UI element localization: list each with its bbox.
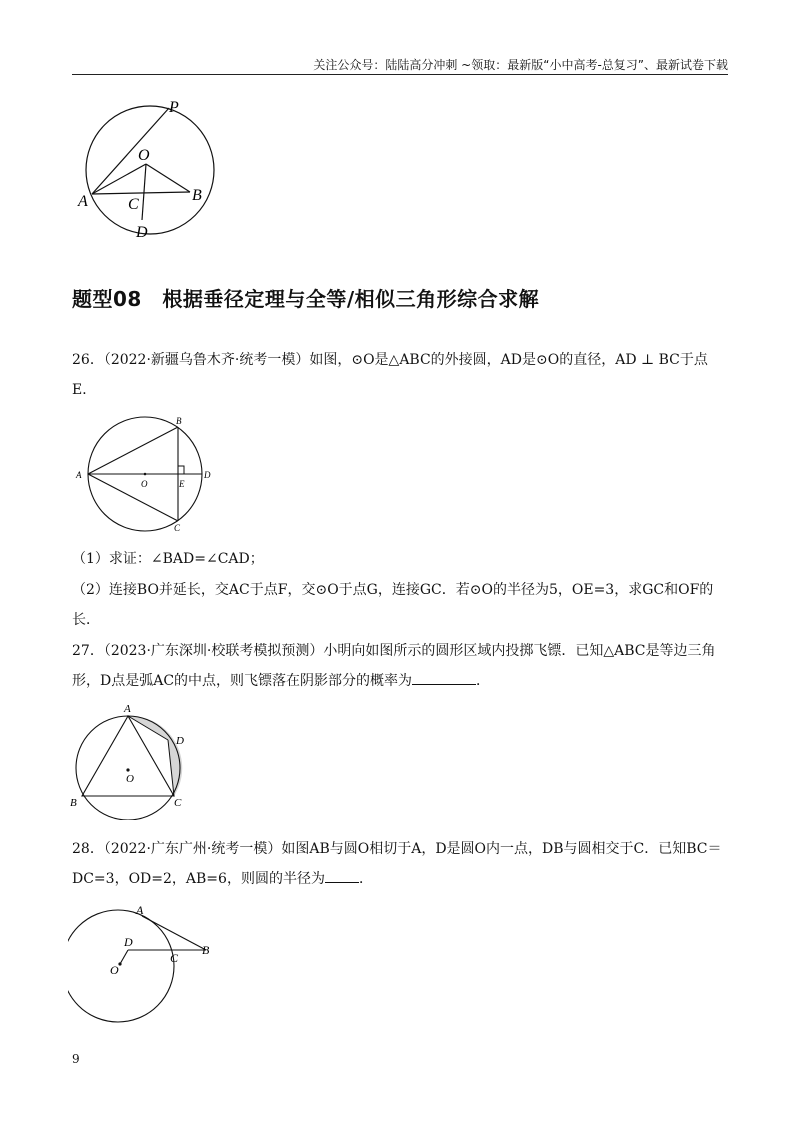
q28-stem-text: 28．（2022·广东广州·统考一模）如图AB与圆O相切于A，D是圆O内一点，DB与圆相交于C．已知BC＝DC=3，OD=2，AB=6，则圆的半径为: [72, 841, 722, 887]
q27-label-B: B: [70, 797, 77, 809]
label-O: O: [138, 147, 150, 164]
q28-label-D: D: [124, 935, 133, 949]
q28-end: ．: [358, 871, 373, 887]
q27-label-C: C: [174, 797, 182, 809]
q26-label-D: D: [204, 470, 211, 480]
q28-stem: [72, 834, 728, 894]
q26-figure: [72, 412, 222, 534]
page-header: [72, 52, 728, 75]
q27-stem: [72, 636, 728, 696]
answer-blank: [412, 670, 476, 685]
label-C: C: [128, 196, 139, 213]
q28-figure: [68, 900, 218, 1030]
q26-label-E: E: [179, 479, 185, 489]
q26-stem: 26．（2022·新疆乌鲁木齐·统考一模）如图，⊙O是△ABC的外接圆，AD是⊙O的直径，AD ⊥ BC于点E．: [72, 352, 708, 398]
label-P: P: [169, 99, 179, 116]
q26-label-O: O: [141, 479, 148, 489]
q27-label-A: A: [124, 703, 131, 715]
q26-label-A: A: [76, 470, 82, 480]
q27-label-D: D: [176, 735, 184, 747]
q28-label-C: C: [170, 951, 179, 965]
q28-label-A: A: [136, 903, 144, 917]
figure-circle-pabcd: [72, 96, 232, 246]
label-A: A: [78, 193, 88, 210]
q26-label-B: B: [176, 416, 182, 426]
q28-label-B: B: [202, 943, 210, 957]
q27-figure: [66, 700, 196, 820]
label-D: D: [136, 224, 148, 241]
q26-part1: （1）求证：∠BAD=∠CAD；: [72, 551, 264, 567]
q28-label-O: O: [110, 963, 119, 977]
section-title: 题型08 根据垂径定理与全等/相似三角形综合求解: [72, 287, 540, 311]
q26-label-C: C: [174, 523, 181, 533]
q27-label-O: O: [126, 773, 134, 785]
answer-blank: [325, 868, 359, 883]
q26-part2: （2）连接BO并延长，交AC于点F，交⊙O于点G，连接GC．若⊙O的半径为5，OE=3，求GC和OF的长．: [72, 582, 714, 628]
q27-end: ．: [476, 673, 491, 689]
label-B: B: [192, 187, 202, 204]
q27-stem-text: 27．（2023·广东深圳·校联考模拟预测）小明向如图所示的圆形区域内投掷飞镖．已知△ABC是等边三角形，D点是弧AC的中点，则飞镖落在阴影部分的概率为: [72, 643, 716, 689]
header-text: 关注公众号：陆陆高分冲刺 ~领取：最新版“小中高考-总复习”、最新试卷下载: [313, 58, 728, 72]
page-number: 9: [72, 1052, 80, 1066]
